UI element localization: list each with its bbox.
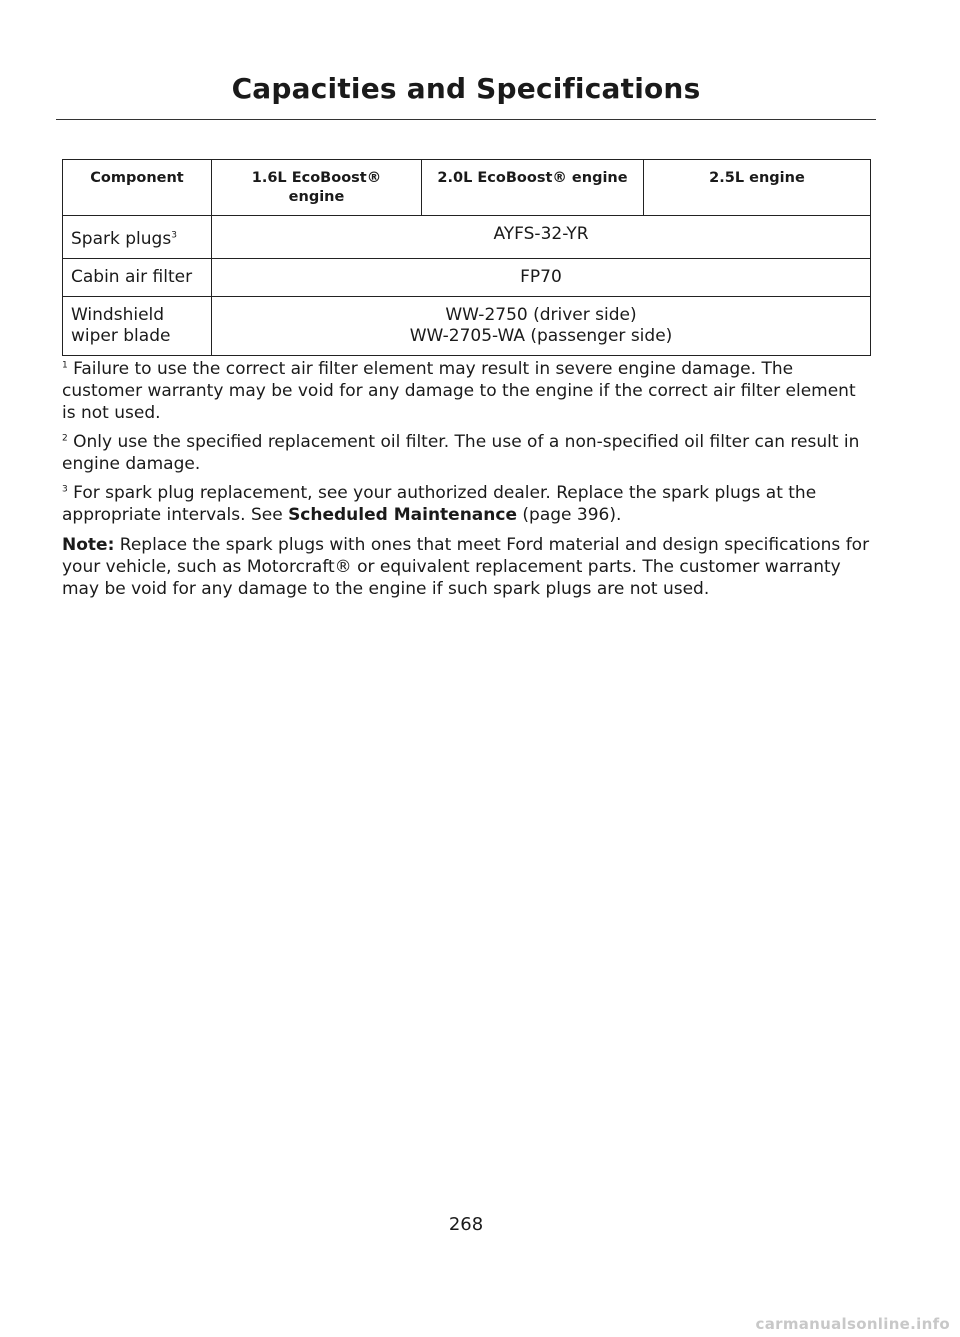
table-row [63, 297, 871, 356]
watermark: carmanualsonline.info [755, 1315, 950, 1333]
note-paragraph: Note: Replace the spark plugs with ones that meet Ford material and design specifications for your vehicle, such as Motorcraft® or equivalent replacement parts. The customer warranty may be void for any damage to the engine if such spark plugs are not used. [62, 535, 870, 599]
header-2-5l: 2.5L engine [644, 160, 871, 216]
note-label: Note: [62, 535, 115, 555]
value-cell: WW-2750 (driver side) WW-2705-WA (passenger side) [212, 297, 871, 356]
page-title: Capacities and Specifications [231, 72, 701, 105]
header-component: Component [63, 160, 212, 216]
footnote-ref: 3 [171, 230, 177, 241]
scheduled-maintenance-link[interactable]: Scheduled Maintenance [288, 505, 517, 525]
header-1-6l-ecoboost: 1.6L EcoBoost® engine [212, 160, 422, 216]
footnote-1: $^1$ Failure to use the correct air filter element may result in severe engine damage. The customer warranty may be void for any damage to the engine if the correct air filter element is not used. [62, 359, 856, 423]
component-cell: Spark plugs$^3$ [63, 216, 212, 259]
specifications-table [62, 159, 871, 356]
footnote-2: $^2$ Only use the specified replacement oil filter. The use of a non-specified oil filter can result in engine damage. [62, 432, 860, 474]
title-divider [56, 119, 876, 120]
value-cell: FP70 [212, 259, 871, 297]
table-header-row [63, 160, 871, 216]
page-number: 268 [448, 1214, 484, 1235]
component-cell: Cabin air filter [63, 259, 212, 297]
table-row [63, 259, 871, 297]
table-row [63, 216, 871, 259]
footnote-3: $^3$ For spark plug replacement, see your authorized dealer. Replace the spark plugs at the appropriate intervals. See Scheduled Maintenance (page 396). [62, 483, 817, 525]
footnotes [62, 358, 874, 607]
value-cell: AYFS-32-YR [212, 216, 871, 259]
component-cell: Windshield wiper blade [63, 297, 212, 356]
header-2-0l-ecoboost: 2.0L EcoBoost® engine [422, 160, 644, 216]
